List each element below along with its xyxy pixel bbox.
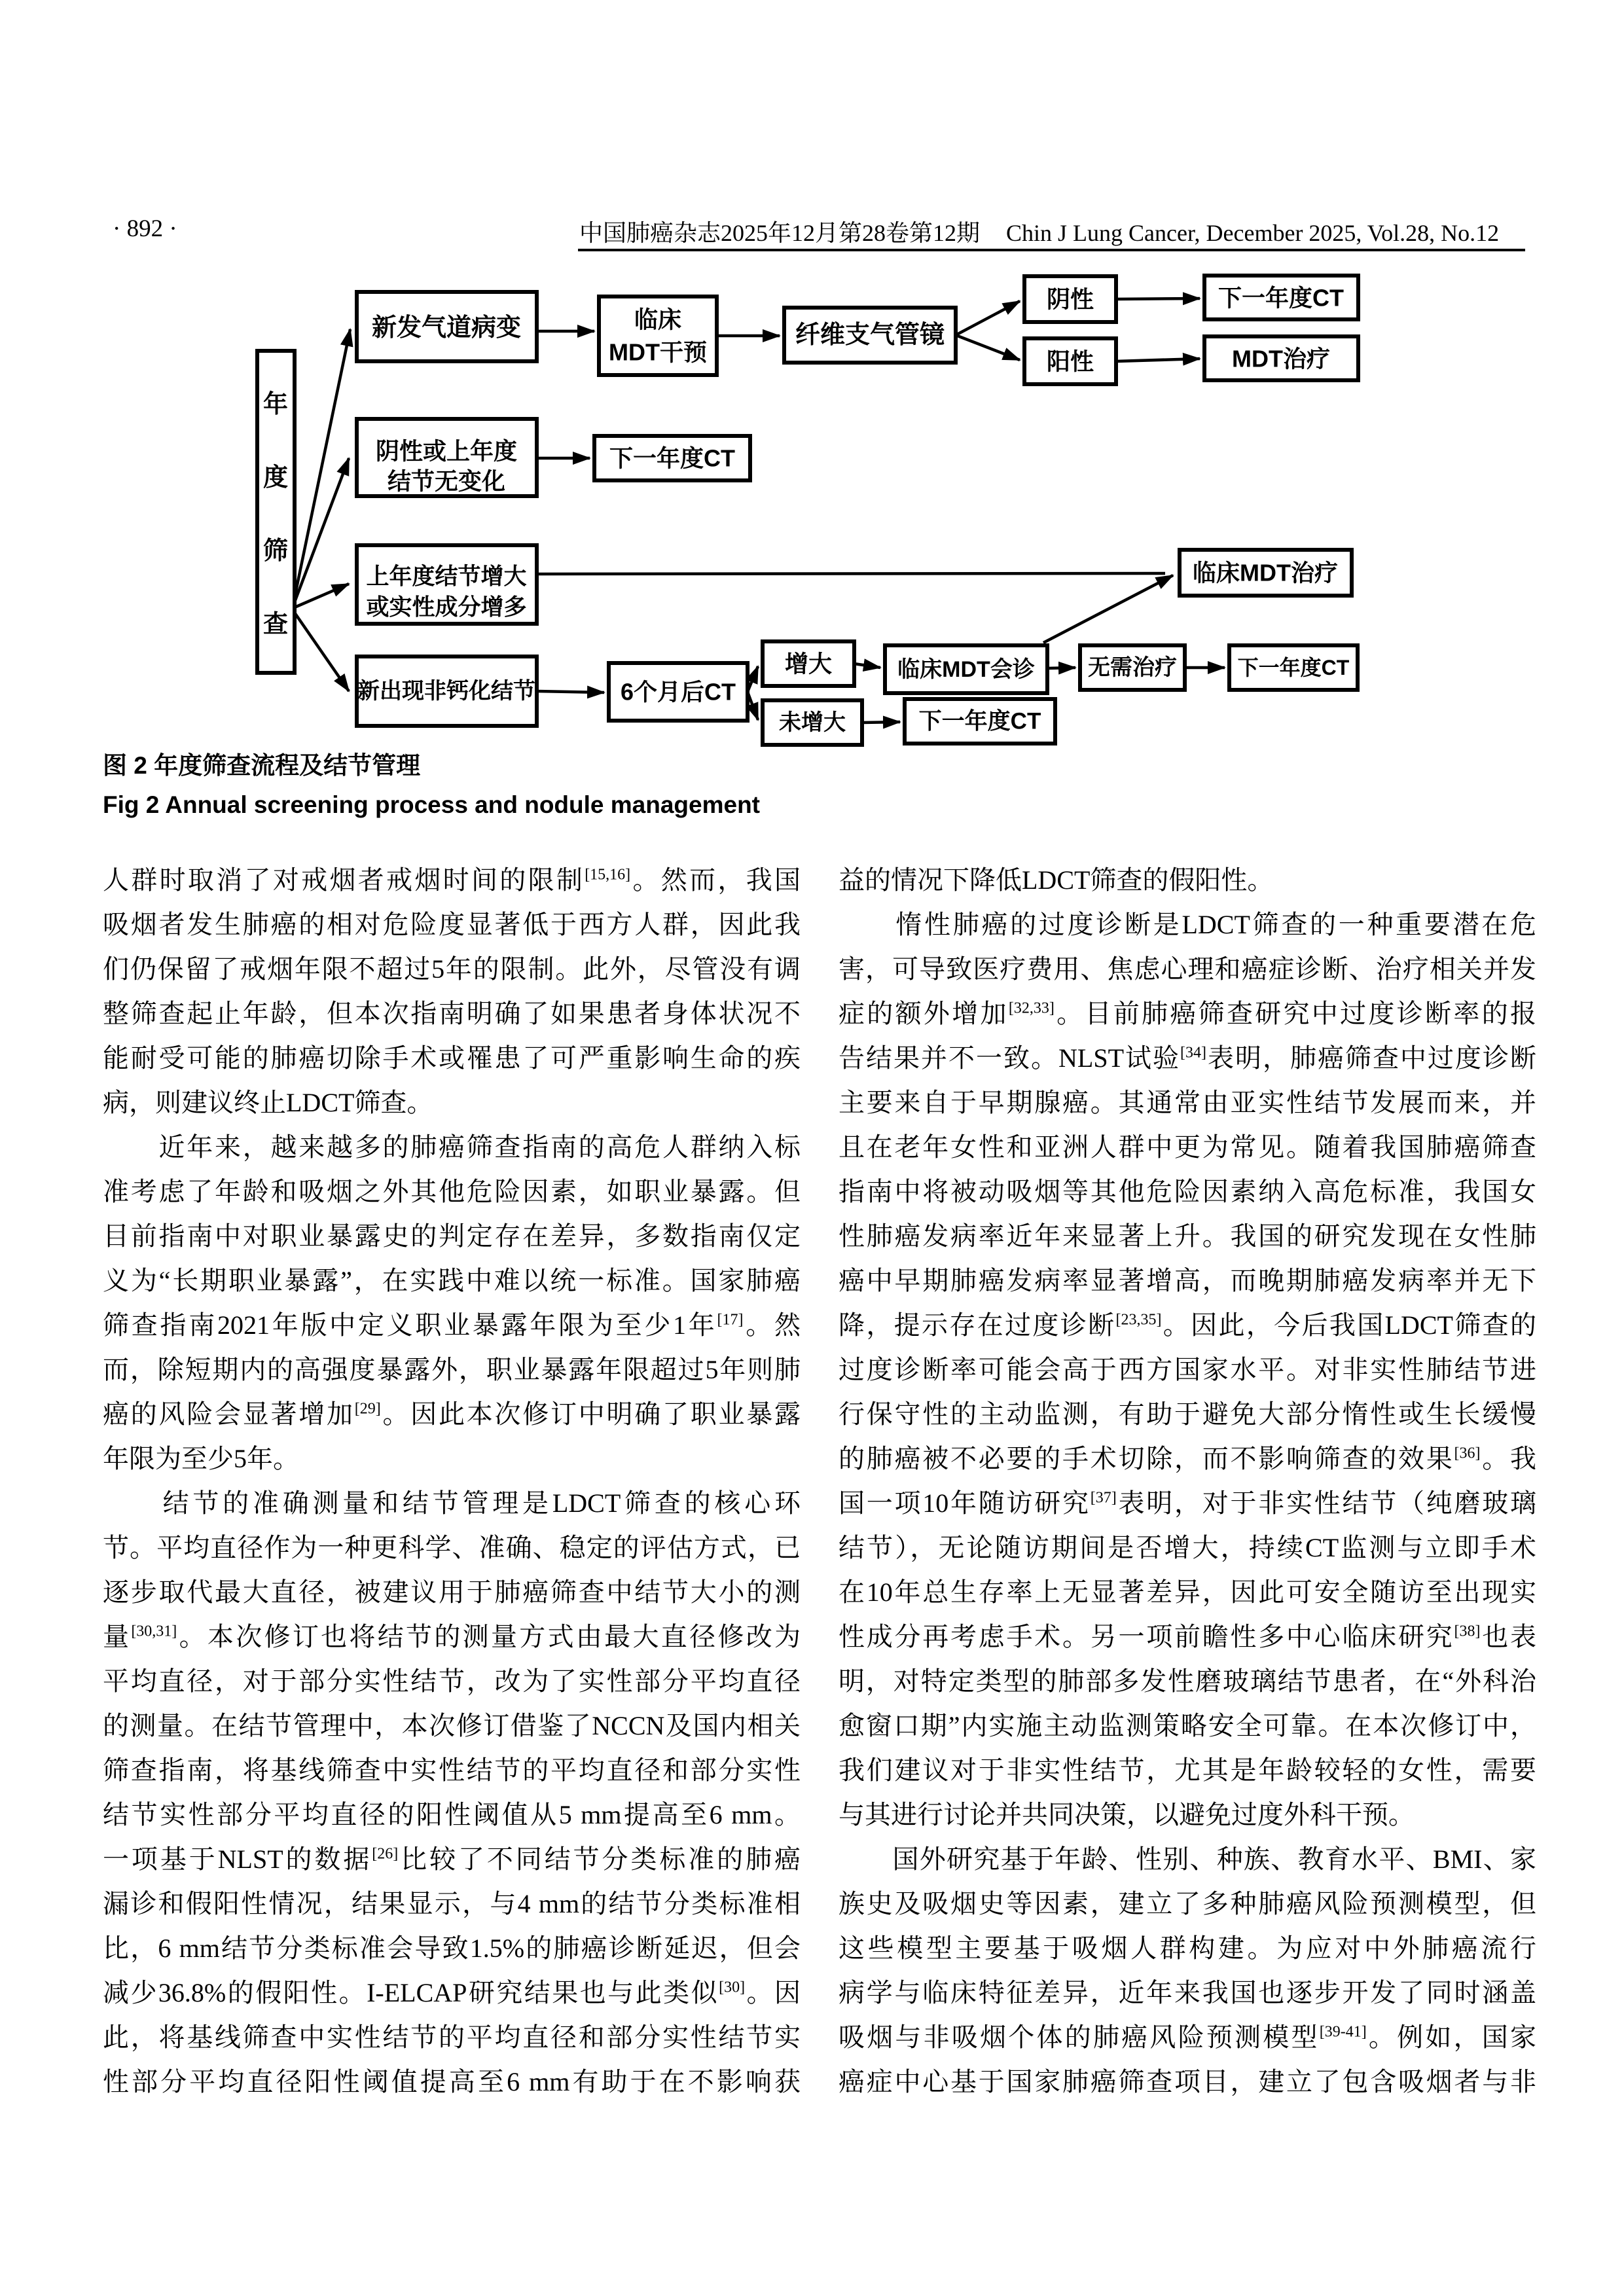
text-line: 与其进行讨论并共同决策，以避免过度外科干预。	[839, 1800, 1415, 1829]
box-annual-screening-label: 查	[262, 611, 289, 638]
box-negative-label: 阴性	[1046, 285, 1094, 313]
box-enlarged-label: 上年度结节增大	[366, 564, 527, 590]
header-rule	[578, 249, 1525, 251]
text-line: 害，可导致医疗费用、焦虑心理和癌症诊断、治疗相关并发	[839, 954, 1536, 984]
text-line: 惰性肺癌的过度诊断是LDCT筛查的一种重要潜在危	[839, 910, 1536, 939]
text-line: 能耐受可能的肺癌切除手术或罹患了可严重影响生命的疾	[103, 1043, 801, 1073]
figure-caption-en: Fig 2 Annual screening process and nodule management	[103, 791, 761, 818]
right-column	[839, 858, 1536, 2104]
arrow-root-to-new-airway	[295, 329, 350, 598]
arrow-positive-to-mdt-treatment	[1116, 359, 1200, 361]
box-bronchoscopy-label: 纤维支气管镜	[795, 321, 945, 349]
text-line: 明，对特定类型的肺部多发性磨玻璃结节患者，在“外科治	[839, 1666, 1536, 1696]
box-no-treatment-label: 无需治疗	[1088, 655, 1177, 680]
box-next-ct-4-label: 下一年度CT	[918, 708, 1041, 734]
arrow-root-to-unchanged	[295, 458, 349, 602]
text-line: 国外研究基于年龄、性别、种族、教育水平、BMI、家	[839, 1844, 1536, 1874]
text-line: 而，除短期内的高强度暴露外，职业暴露年限超过5年则肺	[103, 1355, 801, 1384]
box-new-nodule-label: 新出现非钙化结节	[357, 679, 535, 704]
box-new-airway-label: 新发气道病变	[371, 314, 522, 342]
text-line: 主要来自于早期腺癌。其通常由亚实性结节发展而来，并	[839, 1088, 1536, 1117]
box-clinical-mdt-treatment-label: 临床MDT治疗	[1193, 559, 1338, 586]
text-line: 病，则建议终止LDCT筛查。	[103, 1088, 433, 1117]
box-clinical-mdt-label: 临床	[634, 306, 682, 333]
text-line: 病学与临床特征差异，近年来我国也逐步开发了同时涵盖	[839, 1978, 1536, 2007]
line-enlarged-to-mdt-treatment	[537, 573, 1165, 574]
figure-caption	[103, 746, 760, 825]
text-line: 目前指南中对职业暴露史的判定存在差异，多数指南仅定	[103, 1221, 801, 1251]
arrow-not-grown-to-next-ct	[862, 722, 900, 723]
box-mdt-consult-label: 临床MDT会诊	[897, 657, 1035, 682]
text-line: 量[30,31]。本次修订也将结节的测量方式由最大直径修改为	[103, 1622, 801, 1651]
text-line: 们仍保留了戒烟年限不超过5年的限制。此外，尽管没有调	[103, 954, 801, 984]
arrow-negative-to-next-ct	[1116, 298, 1200, 299]
arrow-bronchoscopy-to-positive	[956, 335, 1020, 360]
page-number: · 892 ·	[113, 215, 177, 242]
journal-title-cn: 中国肺癌杂志2025年12月第28卷第12期	[579, 220, 981, 246]
arrow-bronchoscopy-to-negative	[956, 301, 1020, 335]
text-line: 益的情况下降低LDCT筛查的假阳性。	[839, 865, 1274, 895]
text-line: 减少36.8%的假阳性。I-ELCAP研究结果也与此类似[30]。因	[103, 1978, 801, 2007]
text-line: 性成分再考虑手术。另一项前瞻性多中心临床研究[38]也表	[839, 1622, 1536, 1651]
text-line: 一项基于NLST的数据[26]比较了不同结节分类标准的肺癌	[103, 1844, 801, 1874]
box-unchanged-label: 阴性或上年度	[375, 437, 518, 465]
box-ct-6-month-label: 6个月后CT	[620, 678, 736, 706]
journal-header	[579, 215, 1499, 248]
box-next-ct-2-label: 下一年度CT	[609, 444, 735, 472]
text-line: 症的额外增加[32,33]。目前肺癌筛查研究中过度诊断率的报	[839, 999, 1536, 1028]
text-line: 国一项10年随访研究[37]表明，对于非实性结节（纯磨玻璃	[839, 1488, 1536, 1518]
box-unchanged-label: 结节无变化	[387, 467, 506, 495]
text-line: 告结果并不一致。NLST试验[34]表明，肺癌筛查中过度诊断	[839, 1043, 1536, 1073]
text-line: 我们建议对于非实性结节，尤其是年龄较轻的女性，需要	[839, 1755, 1536, 1785]
box-enlarged-label: 或实性成分增多	[366, 594, 527, 620]
flowchart-figure	[216, 267, 1388, 749]
text-line: 筛查指南，将基线筛查中实性结节的平均直径和部分实性	[103, 1755, 801, 1785]
box-clinical-mdt-label: MDT干预	[609, 338, 707, 366]
box-not-grown-label: 未增大	[779, 710, 846, 735]
box-next-ct-1-label: 下一年度CT	[1218, 284, 1344, 312]
text-line: 人群时取消了对戒烟者戒烟时间的限制[15,16]。然而，我国	[103, 865, 801, 895]
left-column	[103, 858, 801, 2104]
text-line: 平均直径，对于部分实性结节，改为了实性部分平均直径	[103, 1666, 801, 1696]
arrow-root-to-new-nodule	[295, 613, 349, 691]
text-line: 癌中早期肺癌发病率显著增高，而晚期肺癌发病率并无下	[839, 1266, 1536, 1295]
box-annual-screening-label: 年	[262, 391, 289, 418]
text-line: 性肺癌发病率近年来显著上升。我国的研究发现在女性肺	[839, 1221, 1536, 1251]
text-line: 的测量。在结节管理中，本次修订借鉴了NCCN及国内相关	[103, 1711, 801, 1740]
text-line: 比，6 mm结节分类标准会导致1.5%的肺癌诊断延迟，但会	[103, 1933, 801, 1963]
box-mdt-treatment-label: MDT治疗	[1232, 345, 1330, 372]
box-annual-screening-label: 筛	[262, 537, 289, 565]
text-line: 漏诊和假阳性情况，结果显示，与4 mm的结节分类标准相	[103, 1889, 801, 1918]
text-line: 逐步取代最大直径，被建议用于肺癌筛查中结节大小的测	[103, 1577, 801, 1607]
text-line: 且在老年女性和亚洲人群中更为常见。随着我国肺癌筛查	[839, 1132, 1536, 1162]
text-line: 年限为至少5年。	[103, 1444, 299, 1473]
text-line: 筛查指南2021年版中定义职业暴露年限为至少1年[17]。然	[103, 1310, 801, 1340]
arrow-new-nodule-to-ct6	[537, 691, 604, 692]
text-line: 结节），无论随访期间是否增大，持续CT监测与立即手术	[839, 1533, 1536, 1562]
text-line: 吸烟与非吸烟个体的肺癌风险预测模型[39-41]。例如，国家	[839, 2022, 1536, 2052]
text-line: 的肺癌被不必要的手术切除，而不影响筛查的效果[36]。我	[839, 1444, 1536, 1473]
text-line: 结节实性部分平均直径的阳性阈值从5 mm提高至6 mm。	[103, 1800, 801, 1829]
text-line: 性部分平均直径阳性阈值提高至6 mm有助于在不影响获	[103, 2067, 801, 2096]
figure-caption-cn: 图 2 年度筛查流程及结节管理	[103, 752, 421, 779]
text-line: 节。平均直径作为一种更科学、准确、稳定的评估方式，已	[103, 1533, 801, 1562]
text-line: 过度诊断率可能会高于西方国家水平。对非实性肺结节进	[839, 1355, 1536, 1384]
journal-title-en: Chin J Lung Cancer, December 2025, Vol.28, No.12	[1006, 220, 1500, 246]
text-line: 整筛查起止年龄，但本次指南明确了如果患者身体状况不	[103, 999, 801, 1028]
box-positive-label: 阳性	[1046, 348, 1094, 375]
text-line: 此，将基线筛查中实性结节的平均直径和部分实性结节实	[103, 2022, 801, 2052]
box-grown-label: 增大	[784, 650, 833, 677]
text-line: 准考虑了年龄和吸烟之外其他危险因素，如职业暴露。但	[103, 1177, 801, 1206]
text-line: 愈窗口期”内实施主动监测策略安全可靠。在本次修订中，	[839, 1711, 1536, 1740]
arrow-grown-to-consult	[854, 664, 880, 668]
text-line: 近年来，越来越多的肺癌筛查指南的高危人群纳入标	[103, 1132, 801, 1162]
text-line: 结节的准确测量和结节管理是LDCT筛查的核心环	[103, 1488, 801, 1518]
text-line: 降，提示存在过度诊断[23,35]。因此，今后我国LDCT筛查的	[839, 1310, 1536, 1340]
text-line: 吸烟者发生肺癌的相对危险度显著低于西方人群，因此我	[103, 910, 801, 939]
text-line: 义为“长期职业暴露”，在实践中难以统一标准。国家肺癌	[103, 1266, 801, 1295]
text-line: 癌的风险会显著增加[29]。因此本次修订中明确了职业暴露	[103, 1399, 801, 1429]
text-line: 指南中将被动吸烟等其他危险因素纳入高危标准，我国女	[839, 1177, 1536, 1206]
arrow-consult-to-mdt-treatment	[1043, 575, 1173, 643]
text-line: 在10年总生存率上无显著差异，因此可安全随访至出现实	[839, 1577, 1536, 1607]
box-next-ct-3-label: 下一年度CT	[1237, 656, 1350, 679]
text-line: 族史及吸烟史等因素，建立了多种肺癌风险预测模型，但	[839, 1889, 1536, 1918]
text-line: 这些模型主要基于吸烟人群构建。为应对中外肺癌流行	[839, 1933, 1536, 1963]
box-annual-screening-label: 度	[262, 464, 289, 492]
text-line: 癌症中心基于国家肺癌筛查项目，建立了包含吸烟者与非	[839, 2067, 1536, 2096]
arrow-root-to-enlarged	[295, 584, 349, 607]
text-line: 行保守性的主动监测，有助于避免大部分惰性或生长缓慢	[839, 1399, 1536, 1429]
